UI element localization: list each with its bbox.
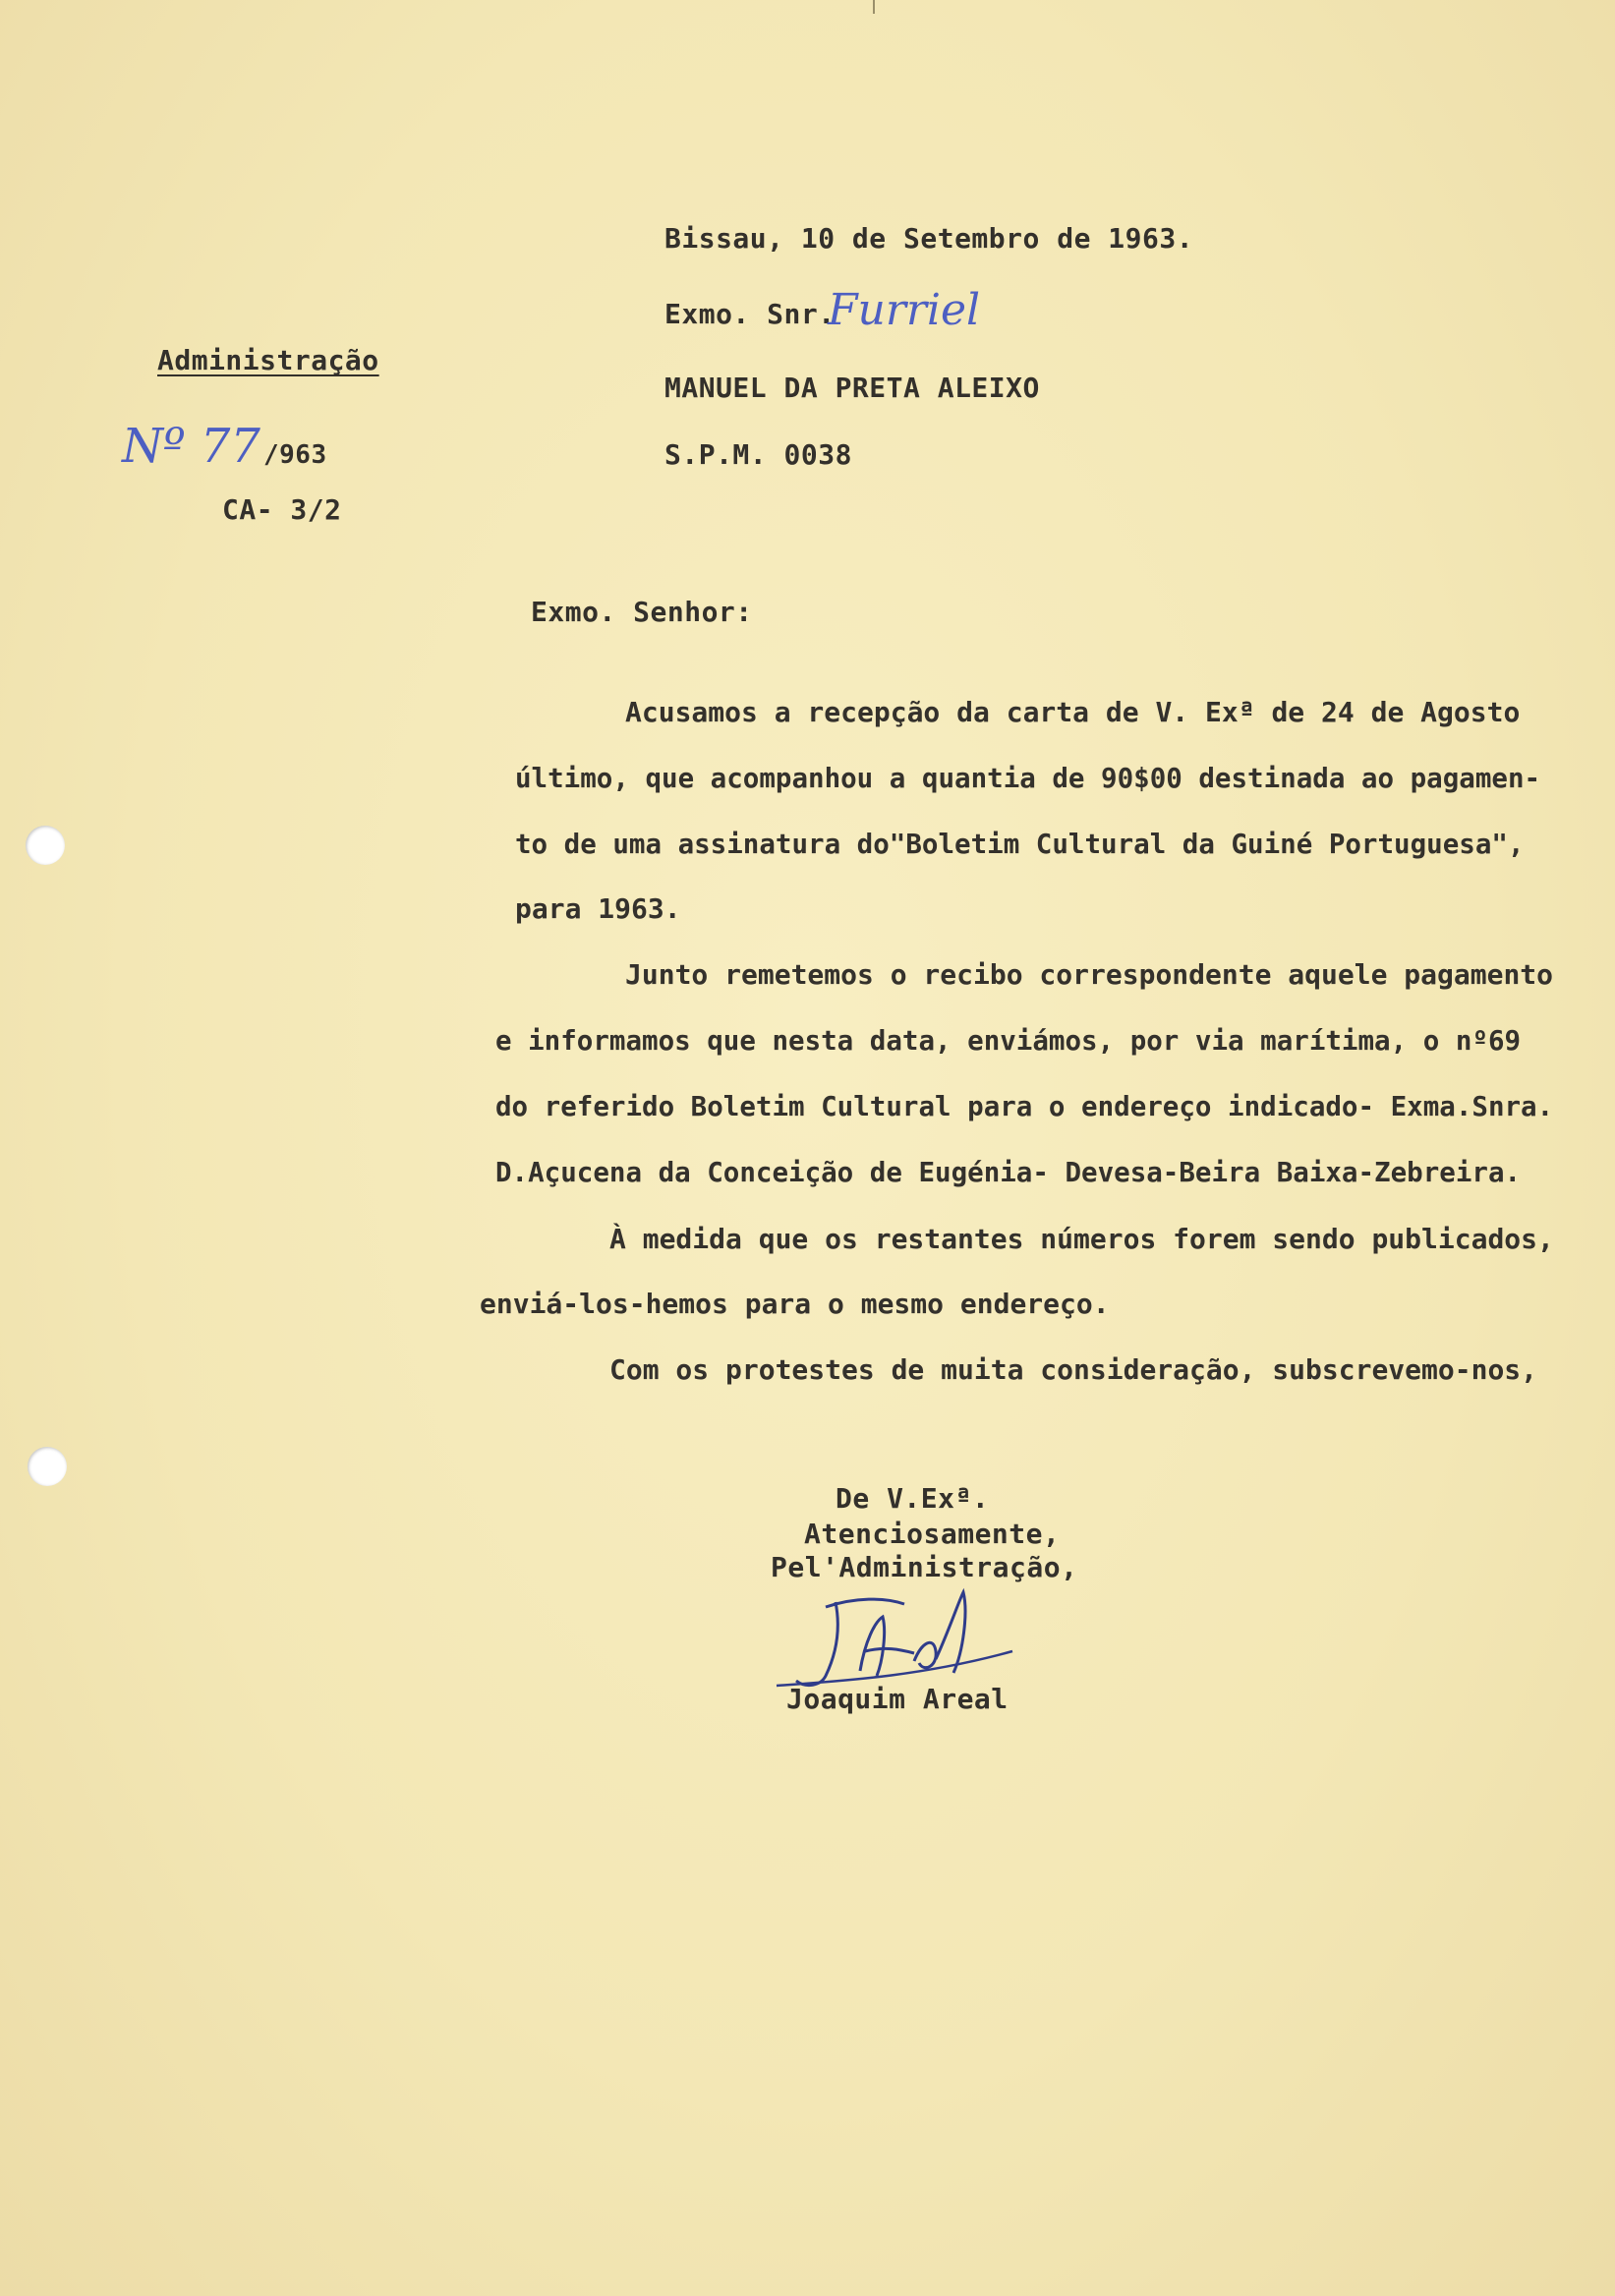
place-date: Bissau, 10 de Setembro de 1963.	[664, 222, 1194, 255]
body-line: para 1963.	[515, 892, 681, 925]
department-label: Administração	[157, 344, 379, 376]
body-line: Acusamos a recepção da carta de V. Exª de 24 de Agosto	[625, 696, 1521, 728]
punch-hole-bottom	[28, 1447, 67, 1486]
closing-line-1: De V.Exª.	[836, 1482, 990, 1515]
closing-line-3: Pel'Administração,	[771, 1551, 1078, 1583]
closing-line-2: Atenciosamente,	[804, 1518, 1061, 1550]
body-line: enviá-los-hemos para o mesmo endereço.	[480, 1288, 1110, 1320]
document-number-suffix: /963	[263, 440, 327, 470]
salutation-prefix: Exmo. Snr.	[664, 298, 836, 330]
body-line: À medida que os restantes números forem sendo publicados,	[609, 1223, 1554, 1255]
body-line: Junto remetemos o recibo correspondente aquele pagamento	[625, 958, 1554, 991]
body-line: do referido Boletim Cultural para o endereço indicado- Exma.Snra.	[495, 1091, 1554, 1122]
body-line: último, que acompanhou a quantia de 90$00 destinada ao pagamen-	[515, 763, 1541, 794]
punch-hole-top	[26, 826, 65, 865]
recipient-name: MANUEL DA PRETA ALEIXO	[664, 372, 1040, 404]
signatory-name: Joaquim Areal	[786, 1683, 1009, 1715]
body-line: Com os protestes de muita consideração, subscrevemo-nos,	[609, 1353, 1538, 1386]
body-line: to de uma assinatura do"Boletim Cultural da Guiné Portuguesa",	[515, 829, 1525, 860]
rank-handwritten: Furriel	[828, 285, 981, 335]
reference-code: CA- 3/2	[222, 493, 342, 526]
document-number-handwritten: Nº 77	[122, 419, 260, 474]
body-line: e informamos que nesta data, enviámos, por via marítima, o nº69	[495, 1025, 1522, 1057]
top-edge-mark	[873, 0, 875, 14]
greeting: Exmo. Senhor:	[531, 596, 753, 628]
recipient-address: S.P.M. 0038	[664, 438, 852, 471]
body-line: D.Açucena da Conceição de Eugénia- Devesa-Beira Baixa-Zebreira.	[495, 1157, 1522, 1188]
